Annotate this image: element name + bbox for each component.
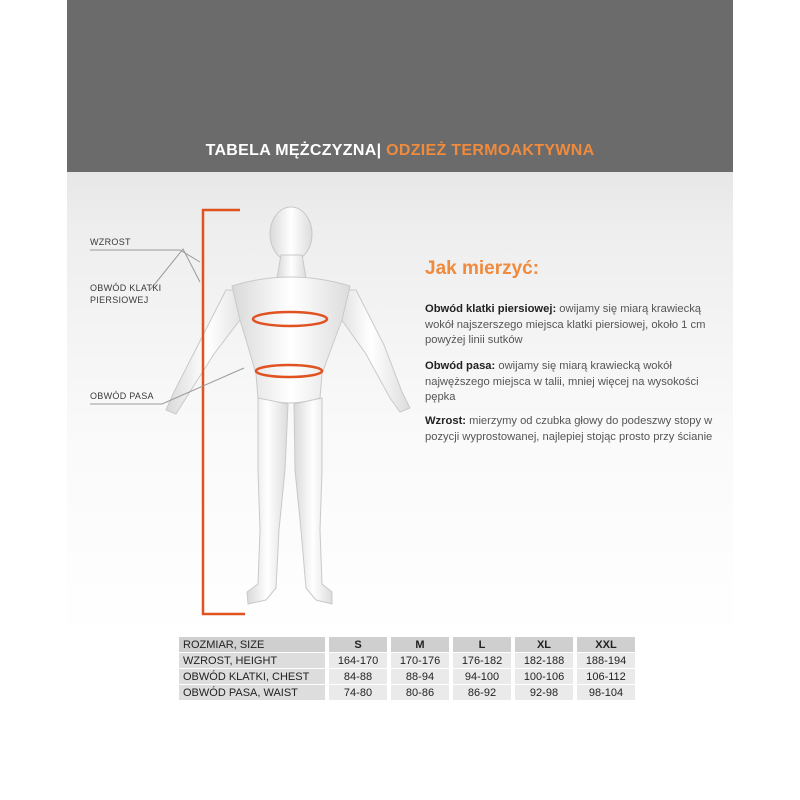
size-table	[179, 637, 635, 701]
page-title-main: TABELA MĘŻCZYZNA|	[205, 142, 382, 159]
height-measure-bracket	[203, 210, 245, 614]
size-table-header-cell: XXL	[577, 637, 635, 653]
label-waist: OBWÓD PASA	[90, 391, 154, 401]
table-cell: 188-194	[577, 653, 635, 669]
table-row	[179, 685, 635, 701]
howto-height	[425, 414, 725, 445]
size-table-header-cell: L	[453, 637, 511, 653]
table-cell: 74-80	[329, 685, 387, 701]
table-cell: 182-188	[515, 653, 573, 669]
page-title-accent: ODZIEŻ TERMOAKTYWNA	[381, 142, 595, 159]
label-height: WZROST	[90, 237, 131, 247]
table-cell: 106-112	[577, 669, 635, 685]
label-chest	[90, 282, 161, 306]
label-chest-line2: PIERSIOWEJ	[90, 295, 149, 305]
table-cell: 98-104	[577, 685, 635, 701]
howto-chest-text: owijamy się miarą krawiecką wokół najszerszego miejsca klatki piersiowej, około 1 cm powyżej linii sutków	[425, 303, 706, 346]
label-chest-line1: OBWÓD KLATKI	[90, 283, 162, 293]
table-cell: OBWÓD PASA, WAIST	[179, 685, 325, 701]
height-leader-line	[90, 250, 200, 262]
size-table-header-cell: XL	[515, 637, 573, 653]
table-cell: 92-98	[515, 685, 573, 701]
howto-waist-term: Obwód pasa:	[425, 360, 496, 372]
table-cell: 170-176	[391, 653, 449, 669]
howto-chest	[425, 302, 725, 349]
table-row	[179, 669, 635, 685]
size-table-header-cell: M	[391, 637, 449, 653]
howto-height-text: mierzymy od czubka głowy do podeszwy stopy w pozycji wyprostowanej, najlepiej stojąc prosto przy ścianie	[425, 415, 713, 443]
table-cell: OBWÓD KLATKI, CHEST	[179, 669, 325, 685]
table-cell: 176-182	[453, 653, 511, 669]
size-table-header-cell: ROZMIAR, SIZE	[179, 637, 325, 653]
howto-waist-text: owijamy się miarą krawiecką wokół najwęższego miejsca w talii, mniej więcej na wysokości pępka	[425, 360, 699, 403]
table-cell: 88-94	[391, 669, 449, 685]
howto-chest-term: Obwód klatki piersiowej:	[425, 303, 557, 315]
table-cell: 94-100	[453, 669, 511, 685]
size-table-header	[179, 637, 635, 653]
table-cell: 84-88	[329, 669, 387, 685]
howto-waist	[425, 359, 725, 406]
table-cell: 100-106	[515, 669, 573, 685]
table-cell: WZROST, HEIGHT	[179, 653, 325, 669]
howto-height-term: Wzrost:	[425, 415, 467, 427]
size-table-header-cell: S	[329, 637, 387, 653]
table-cell: 80-86	[391, 685, 449, 701]
table-row	[179, 653, 635, 669]
howto-title: Jak mierzyć:	[425, 258, 540, 279]
table-cell: 164-170	[329, 653, 387, 669]
table-cell: 86-92	[453, 685, 511, 701]
